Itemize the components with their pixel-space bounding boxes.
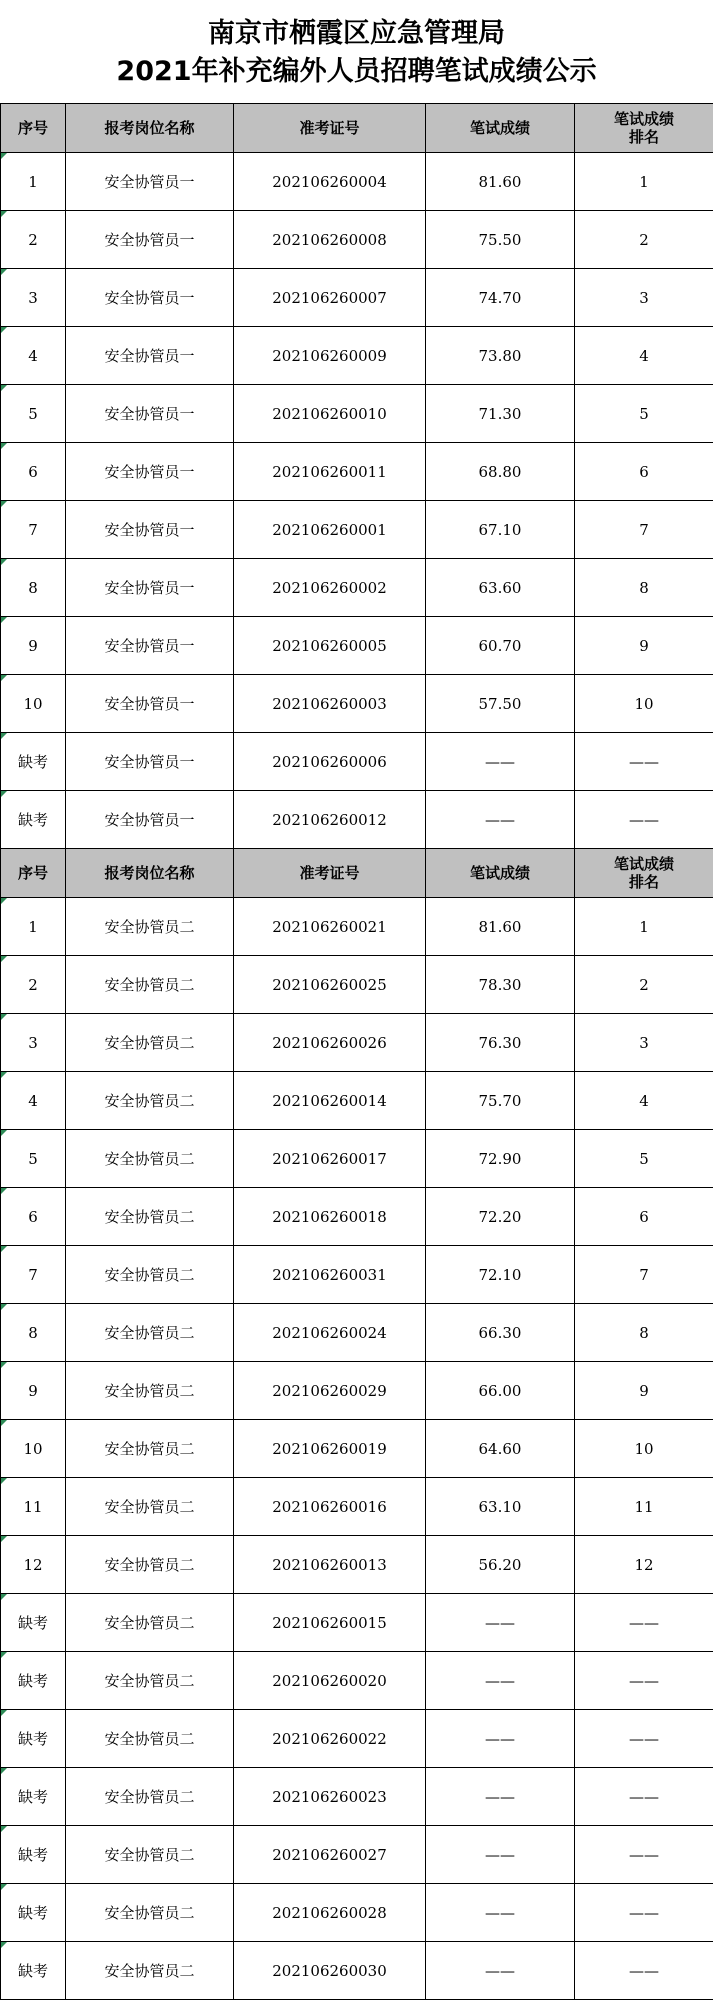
cell-ticket: 202106260021 [234,898,426,956]
table-header-row [1,104,713,153]
header-seq [1,104,66,153]
cell-ticket: 202106260020 [234,1652,426,1710]
cell-seq: 10 [1,1420,66,1478]
cell-position: 安全协管员二 [66,1768,234,1826]
cell-seq: 1 [1,153,66,211]
cell-rank: 9 [575,1362,713,1420]
cell-rank: 4 [575,1072,713,1130]
page-title [0,0,713,103]
table-row [1,501,713,559]
cell-position: 安全协管员二 [66,1130,234,1188]
cell-score: 57.50 [426,675,575,733]
cell-position: 安全协管员一 [66,559,234,617]
cell-position: 安全协管员一 [66,269,234,327]
table-row [1,733,713,791]
cell-position: 安全协管员二 [66,1420,234,1478]
cell-ticket: 202106260005 [234,617,426,675]
cell-seq: 2 [1,211,66,269]
header-rank-text-2: 排名 [628,128,659,146]
table-row [1,675,713,733]
cell-seq: 2 [1,956,66,1014]
cell-seq: 11 [1,1478,66,1536]
cell-rank: 10 [575,675,713,733]
cell-position: 安全协管员一 [66,501,234,559]
cell-rank: —— [575,1942,713,2000]
cell-rank: 1 [575,153,713,211]
cell-position: 安全协管员二 [66,1014,234,1072]
cell-rank: 3 [575,1014,713,1072]
header-position [66,849,234,898]
cell-seq: 5 [1,385,66,443]
cell-score: 63.60 [426,559,575,617]
cell-seq: 缺考 [1,1710,66,1768]
table-row [1,1594,713,1652]
header-score-text: 笔试成绩 [469,119,530,137]
header-rank-text-2: 排名 [628,873,659,891]
cell-position: 安全协管员一 [66,385,234,443]
cell-rank: —— [575,1594,713,1652]
table-row [1,1130,713,1188]
cell-seq: 3 [1,269,66,327]
cell-rank: —— [575,791,713,849]
cell-score: 73.80 [426,327,575,385]
cell-score: 74.70 [426,269,575,327]
cell-score: 75.50 [426,211,575,269]
table-row [1,956,713,1014]
table-row [1,559,713,617]
cell-ticket: 202106260010 [234,385,426,443]
cell-seq: 缺考 [1,1826,66,1884]
cell-position: 安全协管员一 [66,617,234,675]
cell-ticket: 202106260027 [234,1826,426,1884]
title-line-1: 南京市栖霞区应急管理局 [208,18,505,49]
table-row [1,1942,713,2000]
cell-seq: 8 [1,1304,66,1362]
header-score [426,104,575,153]
cell-score: 67.10 [426,501,575,559]
table-row [1,1420,713,1478]
cell-score: —— [426,733,575,791]
cell-seq: 6 [1,443,66,501]
cell-rank: 6 [575,443,713,501]
cell-score: 66.00 [426,1362,575,1420]
cell-position: 安全协管员二 [66,1362,234,1420]
cell-rank: —— [575,1884,713,1942]
table-row [1,1014,713,1072]
cell-seq: 4 [1,1072,66,1130]
cell-score: 68.80 [426,443,575,501]
cell-seq: 缺考 [1,733,66,791]
cell-score: 75.70 [426,1072,575,1130]
cell-score: 72.20 [426,1188,575,1246]
table-row [1,1246,713,1304]
cell-ticket: 202106260024 [234,1304,426,1362]
table-row [1,443,713,501]
table-row [1,1652,713,1710]
cell-ticket: 202106260025 [234,956,426,1014]
cell-seq: 7 [1,1246,66,1304]
cell-ticket: 202106260018 [234,1188,426,1246]
cell-score: 72.10 [426,1246,575,1304]
cell-rank: 8 [575,559,713,617]
cell-seq: 缺考 [1,791,66,849]
cell-position: 安全协管员一 [66,443,234,501]
cell-seq: 缺考 [1,1884,66,1942]
cell-position: 安全协管员一 [66,327,234,385]
cell-position: 安全协管员二 [66,1652,234,1710]
cell-ticket: 202106260028 [234,1884,426,1942]
cell-ticket: 202106260002 [234,559,426,617]
cell-position: 安全协管员一 [66,675,234,733]
cell-ticket: 202106260022 [234,1710,426,1768]
header-score [426,849,575,898]
header-position-text: 报考岗位名称 [104,119,195,137]
table-row [1,617,713,675]
header-ticket [234,104,426,153]
cell-ticket: 202106260014 [234,1072,426,1130]
header-position [66,104,234,153]
cell-rank: 5 [575,1130,713,1188]
cell-seq: 1 [1,898,66,956]
cell-ticket: 202106260031 [234,1246,426,1304]
header-rank-text-1: 笔试成绩 [613,110,674,128]
table-row [1,1072,713,1130]
cell-rank: 11 [575,1478,713,1536]
cell-seq: 7 [1,501,66,559]
cell-score: —— [426,1768,575,1826]
cell-ticket: 202106260006 [234,733,426,791]
cell-score: —— [426,1884,575,1942]
cell-ticket: 202106260023 [234,1768,426,1826]
cell-seq: 12 [1,1536,66,1594]
cell-rank: 8 [575,1304,713,1362]
table-row [1,1826,713,1884]
cell-position: 安全协管员二 [66,1188,234,1246]
cell-seq: 3 [1,1014,66,1072]
table-row [1,153,713,211]
cell-position: 安全协管员二 [66,1942,234,2000]
header-seq [1,849,66,898]
cell-seq: 4 [1,327,66,385]
cell-rank: —— [575,1826,713,1884]
table-row [1,1536,713,1594]
cell-ticket: 202106260001 [234,501,426,559]
cell-score: 78.30 [426,956,575,1014]
cell-seq: 缺考 [1,1768,66,1826]
cell-position: 安全协管员二 [66,1072,234,1130]
cell-position: 安全协管员一 [66,153,234,211]
cell-seq: 8 [1,559,66,617]
cell-score: —— [426,1710,575,1768]
cell-ticket: 202106260017 [234,1130,426,1188]
cell-rank: —— [575,1768,713,1826]
cell-rank: 12 [575,1536,713,1594]
cell-score: 81.60 [426,153,575,211]
title-line-2: 2021年补充编外人员招聘笔试成绩公示 [116,56,597,87]
cell-rank: 7 [575,1246,713,1304]
table-row [1,1768,713,1826]
cell-score: 76.30 [426,1014,575,1072]
cell-ticket: 202106260030 [234,1942,426,2000]
cell-ticket: 202106260013 [234,1536,426,1594]
cell-seq: 缺考 [1,1594,66,1652]
header-rank [575,104,713,153]
cell-rank: 6 [575,1188,713,1246]
cell-score: 71.30 [426,385,575,443]
cell-rank: —— [575,733,713,791]
header-ticket [234,849,426,898]
cell-ticket: 202106260007 [234,269,426,327]
cell-position: 安全协管员二 [66,1884,234,1942]
header-ticket-text: 准考证号 [299,864,360,882]
cell-position: 安全协管员一 [66,211,234,269]
header-ticket-text: 准考证号 [299,119,360,137]
cell-rank: 2 [575,211,713,269]
table-row [1,211,713,269]
cell-ticket: 202106260011 [234,443,426,501]
cell-ticket: 202106260008 [234,211,426,269]
cell-rank: —— [575,1652,713,1710]
cell-ticket: 202106260015 [234,1594,426,1652]
cell-seq: 5 [1,1130,66,1188]
cell-position: 安全协管员二 [66,1826,234,1884]
cell-score: —— [426,1942,575,2000]
cell-rank: 9 [575,617,713,675]
table-row [1,1304,713,1362]
cell-score: —— [426,1594,575,1652]
cell-rank: 3 [575,269,713,327]
cell-position: 安全协管员二 [66,956,234,1014]
cell-ticket: 202106260003 [234,675,426,733]
cell-seq: 缺考 [1,1942,66,2000]
table-row [1,385,713,443]
cell-position: 安全协管员二 [66,1478,234,1536]
cell-seq: 9 [1,1362,66,1420]
header-seq-text: 序号 [17,864,48,882]
cell-position: 安全协管员一 [66,791,234,849]
cell-score: 72.90 [426,1130,575,1188]
cell-rank: 7 [575,501,713,559]
table-row [1,1884,713,1942]
cell-ticket: 202106260029 [234,1362,426,1420]
cell-ticket: 202106260009 [234,327,426,385]
cell-score: 64.60 [426,1420,575,1478]
cell-position: 安全协管员二 [66,1304,234,1362]
cell-position: 安全协管员二 [66,898,234,956]
table-row [1,1188,713,1246]
table-row [1,1362,713,1420]
cell-score: —— [426,791,575,849]
cell-ticket: 202106260016 [234,1478,426,1536]
table-row [1,791,713,849]
cell-rank: 4 [575,327,713,385]
cell-ticket: 202106260012 [234,791,426,849]
cell-rank: —— [575,1710,713,1768]
cell-rank: 10 [575,1420,713,1478]
cell-position: 安全协管员二 [66,1594,234,1652]
cell-seq: 缺考 [1,1652,66,1710]
results-table [0,103,713,2000]
cell-rank: 5 [575,385,713,443]
cell-rank: 2 [575,956,713,1014]
cell-ticket: 202106260019 [234,1420,426,1478]
table-header-row [1,849,713,898]
cell-seq: 9 [1,617,66,675]
table-row [1,327,713,385]
cell-score: —— [426,1652,575,1710]
cell-seq: 10 [1,675,66,733]
cell-position: 安全协管员二 [66,1536,234,1594]
cell-rank: 1 [575,898,713,956]
cell-position: 安全协管员二 [66,1246,234,1304]
cell-position: 安全协管员二 [66,1710,234,1768]
table-row [1,1710,713,1768]
cell-seq: 6 [1,1188,66,1246]
cell-score: 56.20 [426,1536,575,1594]
header-position-text: 报考岗位名称 [104,864,195,882]
cell-score: 81.60 [426,898,575,956]
cell-position: 安全协管员一 [66,733,234,791]
table-row [1,898,713,956]
table-row [1,1478,713,1536]
header-rank-text-1: 笔试成绩 [613,855,674,873]
cell-ticket: 202106260004 [234,153,426,211]
cell-score: 66.30 [426,1304,575,1362]
cell-score: 63.10 [426,1478,575,1536]
table-row [1,269,713,327]
cell-score: 60.70 [426,617,575,675]
header-seq-text: 序号 [17,119,48,137]
cell-ticket: 202106260026 [234,1014,426,1072]
header-score-text: 笔试成绩 [469,864,530,882]
header-rank [575,849,713,898]
cell-score: —— [426,1826,575,1884]
